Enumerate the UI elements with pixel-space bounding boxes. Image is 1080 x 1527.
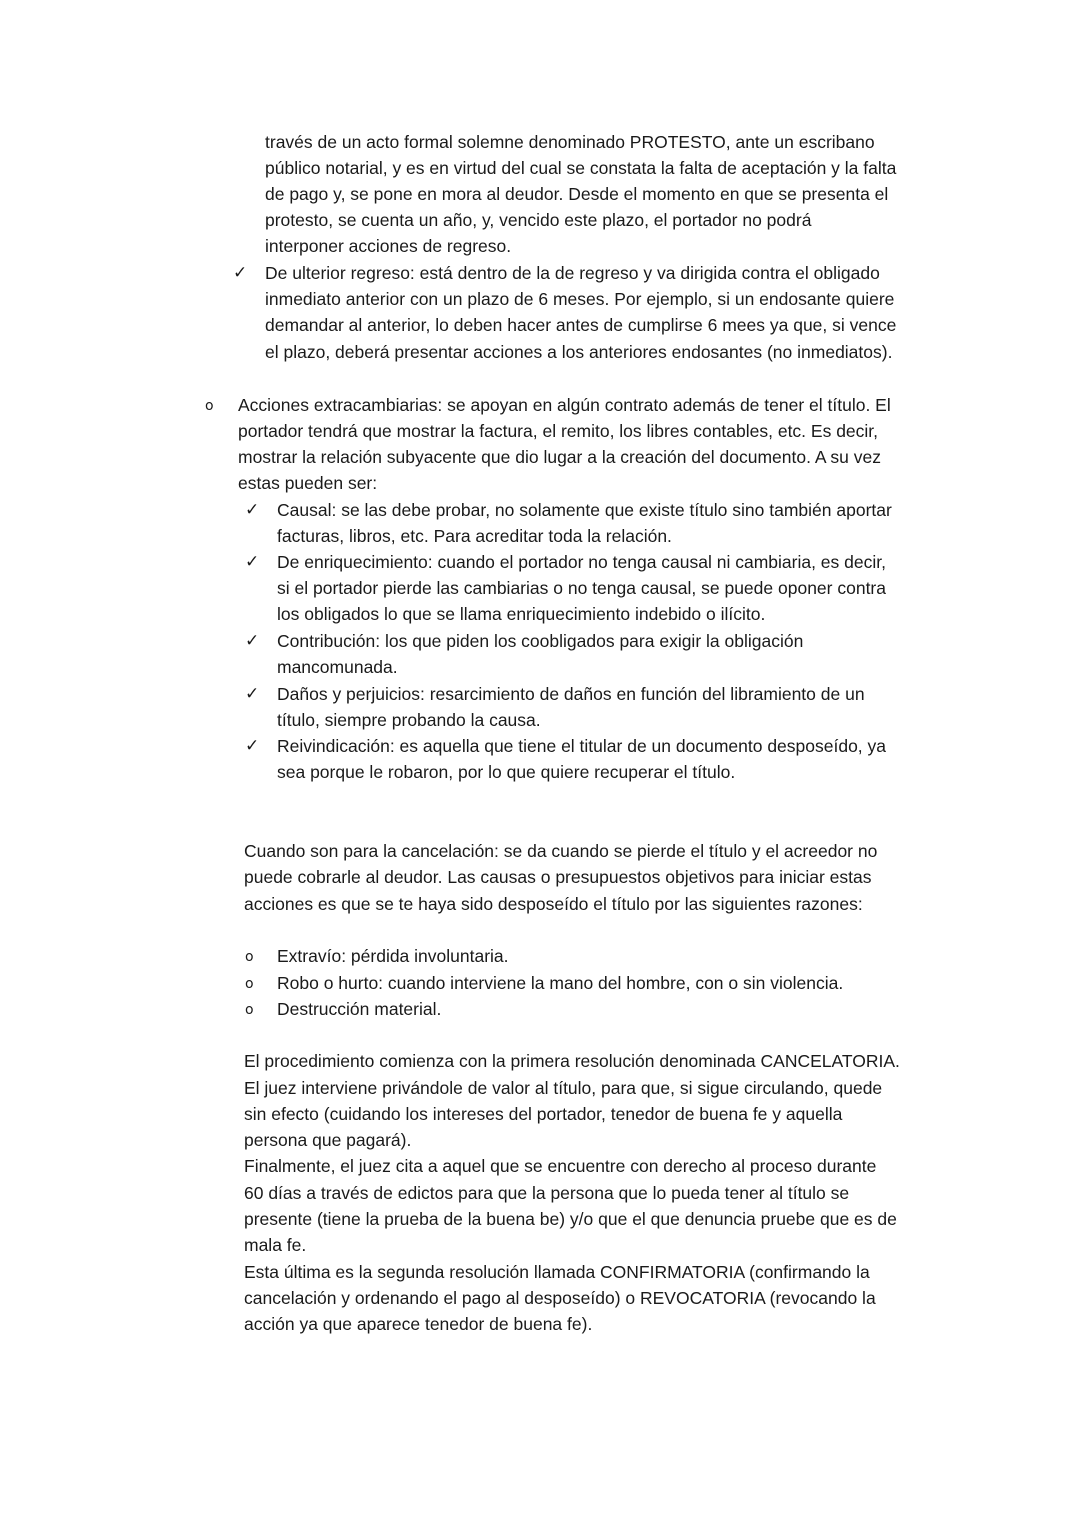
circle-bullet-icon: o <box>245 1002 254 1018</box>
text-line: puede cobrarle al deudor. Las causas o presupuestos objetivos para iniciar estas <box>244 867 872 887</box>
text-line: el plazo, deberá presentar acciones a los anteriores endosantes (no inmediatos). <box>265 342 893 362</box>
text-line: De enriquecimiento: cuando el portador no tenga causal ni cambiaria, es decir, <box>277 552 886 572</box>
checkmark-icon: ✓ <box>245 631 260 651</box>
text-line: acciones es que se te haya sido desposeído el título por las siguientes razones: <box>244 894 863 914</box>
text-line: sea porque le robaron, por lo que quiere recuperar el título. <box>277 762 736 782</box>
text-line: El juez interviene privándole de valor al título, para que, si sigue circulando, quede <box>244 1078 883 1098</box>
text-line: De ulterior regreso: está dentro de la de regreso y va dirigida contra el obligado <box>265 263 880 283</box>
text-line: mostrar la relación subyacente que dio lugar a la creación del documento. A su vez <box>238 447 882 467</box>
checkmark-icon: ✓ <box>245 736 260 756</box>
text-line: Esta última es la segunda resolución llamada CONFIRMATORIA (confirmando la <box>244 1262 870 1282</box>
circle-bullet-icon: o <box>245 949 254 965</box>
text-line: de pago y, se pone en mora al deudor. Desde el momento en que se presenta el <box>265 184 889 204</box>
text-line: sin efecto (cuidando los intereses del portador, tenedor de buena fe y aquella <box>244 1104 843 1124</box>
text-line: protesto, se cuenta un año, y, vencido este plazo, el portador no podrá <box>265 210 812 230</box>
checkmark-icon: ✓ <box>245 552 260 572</box>
text-line: inmediato anterior con un plazo de 6 meses. Por ejemplo, si un endosante quiere <box>265 289 895 309</box>
text-line: Extravío: pérdida involuntaria. <box>277 946 509 966</box>
circle-bullet-icon: o <box>245 976 254 992</box>
text-line: Reivindicación: es aquella que tiene el titular de un documento desposeído, ya <box>277 736 887 756</box>
checkmark-icon: ✓ <box>233 263 248 283</box>
text-line: mancomunada. <box>277 657 398 677</box>
text-line: público notarial, y es en virtud del cual se constata la falta de aceptación y la falta <box>265 158 897 178</box>
text-line: Destrucción material. <box>277 999 442 1019</box>
text-line: persona que pagará). <box>244 1130 412 1150</box>
text-line: Robo o hurto: cuando interviene la mano del hombre, con o sin violencia. <box>277 973 844 993</box>
text-line: Cuando son para la cancelación: se da cuando se pierde el título y el acreedor no <box>244 841 878 861</box>
text-line: mala fe. <box>244 1235 307 1255</box>
text-line: 60 días a través de edictos para que la persona que lo pueda tener al título se <box>244 1183 850 1203</box>
checkmark-icon: ✓ <box>245 500 260 520</box>
text-line: los obligados lo que se llama enriquecimiento indebido o ilícito. <box>277 604 766 624</box>
text-line: través de un acto formal solemne denominado PROTESTO, ante un escribano <box>265 132 875 152</box>
text-line: demandar al anterior, lo deben hacer antes de cumplirse 6 mees ya que, si vence <box>265 315 897 335</box>
checkmark-icon: ✓ <box>245 684 260 704</box>
text-line: si el portador pierde las cambiarias o no tenga causal, se puede oponer contra <box>277 578 886 598</box>
text-line: presente (tiene la prueba de la buena be) y/o que el que denuncia pruebe que es de <box>244 1209 897 1229</box>
text-line: estas pueden ser: <box>238 473 378 493</box>
text-line: facturas, libros, etc. Para acreditar toda la relación. <box>277 526 672 546</box>
text-line: Acciones extracambiarias: se apoyan en algún contrato además de tener el título. El <box>238 395 891 415</box>
text-line: acción ya que aparece tenedor de buena fe). <box>244 1314 593 1334</box>
text-line: portador tendrá que mostrar la factura, el remito, los libres contables, etc. Es decir, <box>238 421 879 441</box>
text-line: Causal: se las debe probar, no solamente que existe título sino también aportar <box>277 500 892 520</box>
text-line: interponer acciones de regreso. <box>265 236 512 256</box>
text-line: título, siempre probando la causa. <box>277 710 541 730</box>
text-line: Contribución: los que piden los coobligados para exigir la obligación <box>277 631 804 651</box>
text-line: Daños y perjuicios: resarcimiento de daños en función del libramiento de un <box>277 684 865 704</box>
text-line: cancelación y ordenando el pago al desposeído) o REVOCATORIA (revocando la <box>244 1288 876 1308</box>
text-line: Finalmente, el juez cita a aquel que se encuentre con derecho al proceso durante <box>244 1156 877 1176</box>
circle-bullet-icon: o <box>205 398 214 414</box>
text-line: El procedimiento comienza con la primera resolución denominada CANCELATORIA. <box>244 1051 900 1071</box>
